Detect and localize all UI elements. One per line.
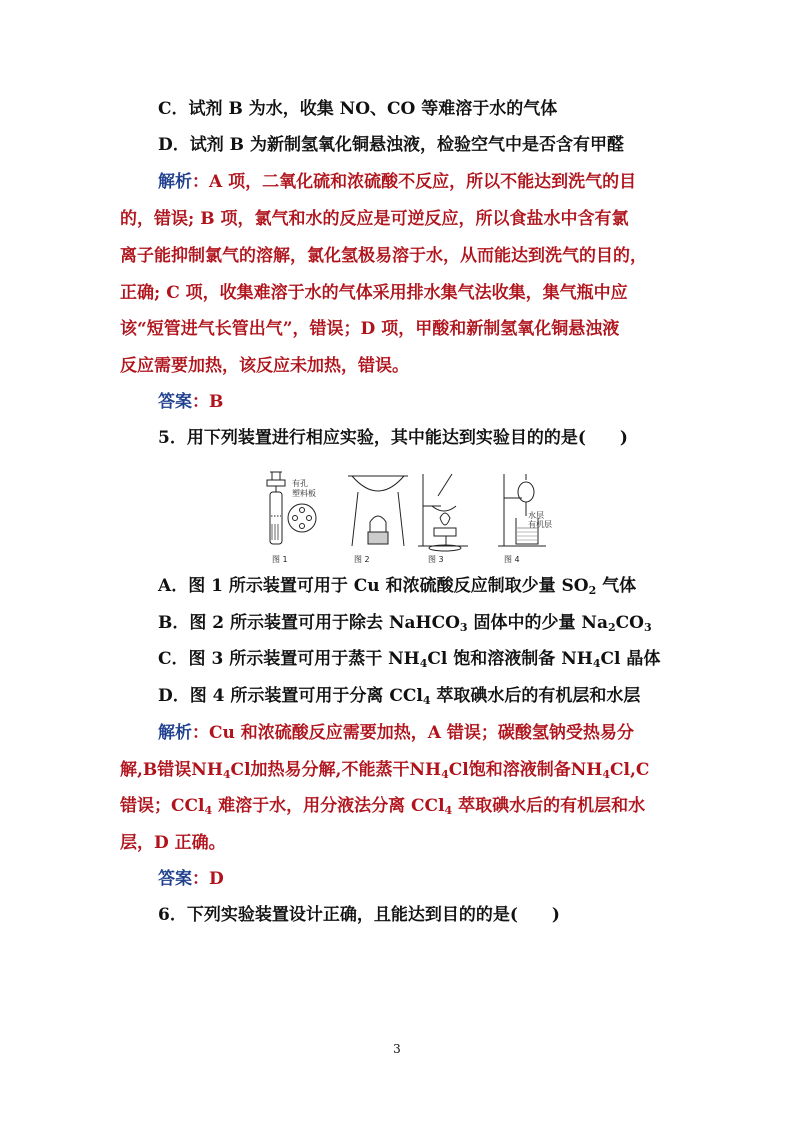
caption-fig4: 图 4: [504, 555, 520, 564]
answer-label: 答案: [158, 392, 192, 412]
answer-q4: 答案：B: [158, 392, 224, 412]
analysis-q4-line2: 的，错误; B 项，氯气和水的反应是可逆反应，所以食盐水中含有氯: [120, 209, 629, 229]
option-d-q5: D．图 4 所示装置可用于分离 CCl$_4$ 萃取碘水后的有机层和水层: [158, 686, 641, 707]
figure-4-apparatus: [498, 474, 546, 546]
option-b-q5: B．图 2 所示装置可用于除去 NaHCO$_3$ 固体中的少量 $Na_2CO_3$: [158, 613, 652, 634]
question-5-stem: 5．用下列装置进行相应实验，其中能达到实验目的的是( ): [158, 428, 628, 448]
answer-q5: 答案：D: [158, 869, 224, 889]
analysis-q5-line4: 层，D 正确。: [120, 833, 226, 853]
analysis-q5-line1: 解析：Cu 和浓硫酸反应需要加热，A 错误；碳酸氢钠受热易分: [158, 723, 634, 743]
caption-fig3: 图 3: [428, 555, 444, 564]
analysis-q4-line5: 该“短管进气长管出气”，错误；D 项，甲酸和新制氢氧化铜悬浊液: [120, 319, 620, 339]
analysis-q4-line6: 反应需要加热，该反应未加热，错误。: [120, 356, 409, 376]
question-6-stem: 6．下列实验装置设计正确，且能达到目的的是( ): [158, 905, 560, 925]
analysis-q4-line1: 解析：A 项，二氧化硫和浓硫酸不反应，所以不能达到洗气的目: [158, 172, 637, 192]
option-c-q5: C．图 3 所示装置可用于蒸干 $NH_4Cl$ 饱和溶液制备 $NH_4Cl$ 晶体: [158, 649, 661, 670]
page-number: 3: [393, 1042, 401, 1056]
label-suliaoban: 塑料板: [292, 489, 316, 498]
analysis-q4-line3: 离子能抑制氯气的溶解，氯化氢极易溶于水，从而能达到洗气的目的，: [120, 246, 647, 266]
analysis-q5-line3: 错误；CCl$_4$ 难溶于水，用分液法分离 CCl$_4$ 萃取碘水后的有机层和水: [120, 796, 646, 817]
analysis-q4-line4: 正确; C 项，收集难溶于水的气体采用排水集气法收集，集气瓶中应: [120, 283, 628, 303]
label-youjiceng: 有机层: [528, 520, 552, 529]
analysis-label: 解析: [158, 723, 192, 743]
caption-fig2: 图 2: [354, 555, 370, 564]
figure-3-apparatus: [418, 474, 468, 551]
option-a-q5: A．图 1 所示装置可用于 Cu 和浓硫酸反应制取少量 $SO_2$ 气体: [158, 576, 637, 597]
label-youkong: 有孔: [292, 479, 308, 488]
analysis-label: 解析: [158, 172, 192, 192]
answer-label: 答案: [158, 869, 192, 889]
figure-2-apparatus: [348, 476, 408, 546]
label-shuiceng: 水层: [528, 511, 544, 520]
caption-fig1: 图 1: [272, 555, 288, 564]
apparatus-figure: [258, 466, 552, 566]
option-c-q4: C．试剂 B 为水，收集 NO、CO 等难溶于水的气体: [158, 99, 558, 119]
analysis-q5-line2: 解,B错误$NH_4Cl$加热易分解,不能蒸干$NH_4Cl$饱和溶液制备$NH_4Cl,C$: [120, 760, 650, 781]
option-d-q4: D．试剂 B 为新制氢氧化铜悬浊液，检验空气中是否含有甲醛: [158, 135, 624, 155]
